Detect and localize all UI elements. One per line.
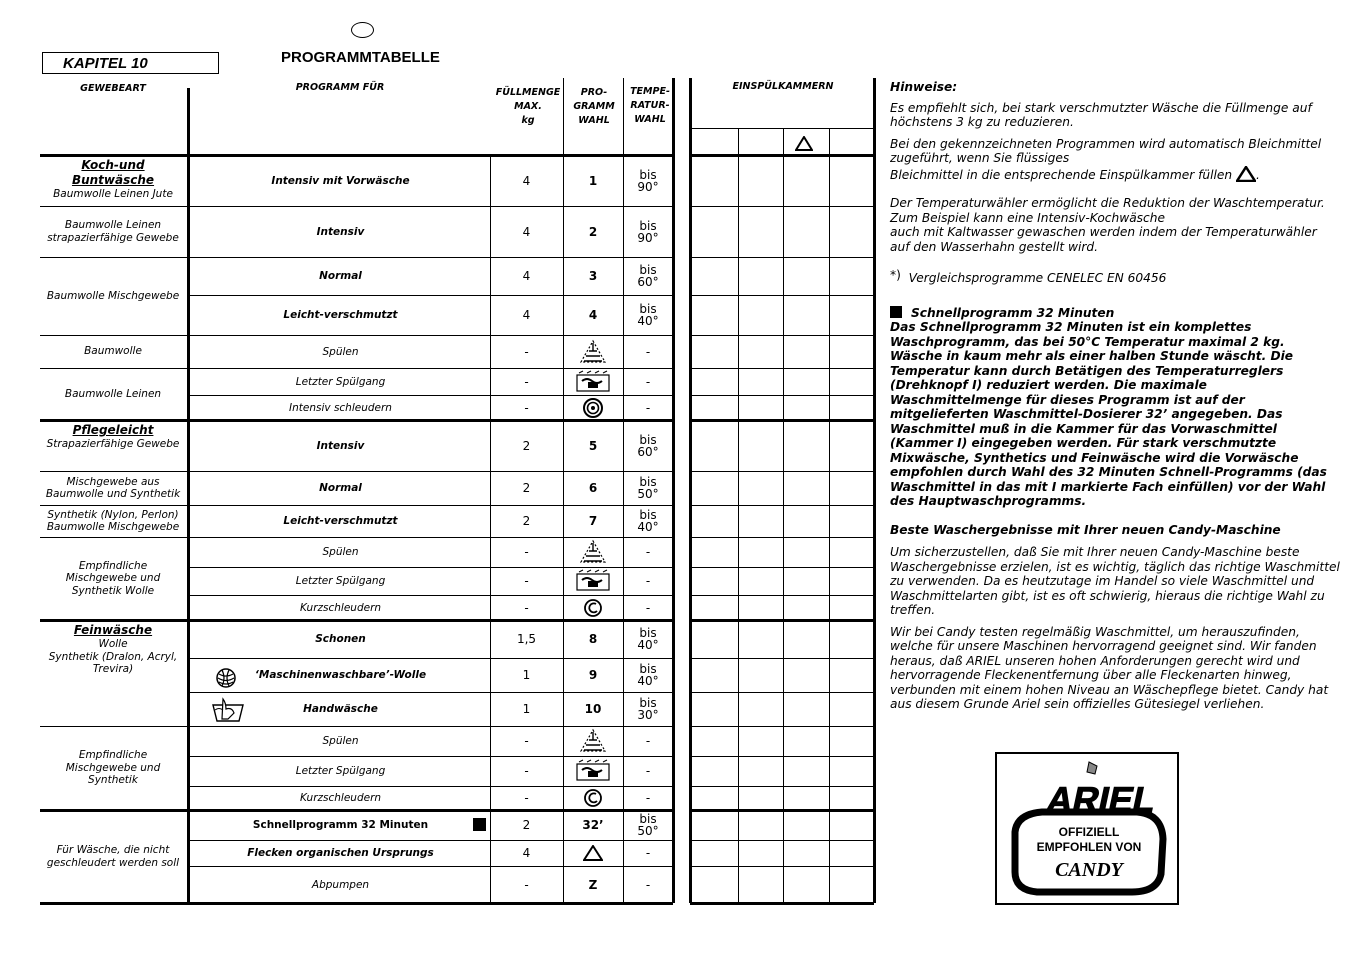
table-rule (690, 619, 874, 622)
chapter-label: KAPITEL 10 (42, 52, 219, 74)
program-name: Normal (319, 270, 362, 282)
fabric-group (40, 158, 186, 201)
temperature-value (623, 756, 673, 786)
last-rinse-icon (573, 370, 613, 394)
load-value: - (524, 877, 529, 892)
program-name: Leicht-verschmutzt (283, 515, 398, 527)
temperature-line: - (645, 877, 651, 892)
program-name: Leicht-verschmutzt (283, 309, 398, 321)
load-value: 1 (522, 668, 531, 682)
fabric-line: Mischgewebe und (65, 572, 161, 585)
temperature-value (623, 206, 673, 257)
temperature-line: 90° (637, 230, 659, 245)
program-number: 4 (588, 308, 598, 322)
temperature-value (623, 692, 673, 726)
temperature-value (623, 810, 673, 840)
fabric-line: Synthetik (88, 774, 138, 787)
program-number (563, 567, 623, 595)
program-number: 5 (588, 438, 598, 453)
temperature-value (623, 395, 673, 420)
table-rule (690, 419, 874, 422)
program-number (563, 368, 623, 395)
program-number (563, 395, 623, 420)
program-number (563, 726, 623, 756)
program-name: Spülen (322, 735, 359, 747)
fabric-line: Baumwolle Mischgewebe (46, 521, 180, 533)
program-name: Flecken organischen Ursprungs (247, 847, 434, 859)
program-number: 1 (588, 173, 598, 188)
svg-text:CANDY: CANDY (1055, 859, 1123, 881)
quick-text: Das Schnellprogramm 32 Minuten ist ein komplettes Waschprogramm, das bei 50°C Temperatur maximal 2 kg. Wäsche in kaum mehr als einer halben Stunde wäscht. Die Temperatur kann durch Betätigen des Temperaturreglers (Drehknopf I) reduziert werden. Die maximale Waschmittelmenge für dieses Programm ist auf der mitgelieferten Waschmittel-Dosierer 32’ angegeben. Das Waschmittel muß in die Kammer für das Vorwaschmittel (Kammer I) eingegeben werden. Für stark verschmutzte Mixwäsche, Synthetics und Feinwäsche wird die Vorwäsche empfohlen durch Wahl des 32 Minuten Schnell-Programms (das Waschmittel in das mit I markierte Fach einfüllen) vor der Wahl des Hauptwaschprogramms. (890, 320, 1327, 508)
program-name: Intensiv schleudern (289, 401, 392, 414)
fabric-line: Mischgewebe und (65, 761, 161, 774)
svg-text:OFFIZIELL: OFFIZIELL (1058, 825, 1120, 839)
temperature-line: 30° (637, 708, 659, 722)
program-name: Letzter Spülgang (295, 765, 386, 777)
load-value: 1 (522, 702, 531, 716)
temperature-line: 60° (637, 275, 659, 289)
table-rule (690, 840, 874, 841)
temperature-value (623, 726, 673, 756)
temperature-value (623, 595, 673, 620)
program-number: 3 (588, 269, 598, 283)
header-program: PROGRAMM FÜR (295, 82, 385, 93)
temperature-value (623, 567, 673, 595)
program-number (563, 786, 623, 810)
temperature-value (623, 257, 673, 295)
load-value: - (524, 734, 529, 748)
load-value: 4 (522, 308, 531, 322)
temperature-line: 40° (637, 314, 659, 328)
fabric-group (40, 560, 186, 598)
bleach-triangle-icon (1236, 166, 1256, 182)
table-rule (690, 505, 874, 506)
table-rule (40, 619, 188, 622)
table-rule (690, 154, 874, 157)
load-value: 2 (522, 818, 531, 832)
program-name: Kurzschleudern (299, 601, 382, 614)
table-rule (40, 335, 188, 336)
fabric-group (40, 476, 186, 501)
program-name: Intensiv mit Vorwäsche (271, 174, 410, 187)
program-number: 2 (588, 224, 598, 239)
table-rule (690, 567, 874, 568)
program-number: 7 (588, 514, 598, 528)
table-rule (690, 658, 874, 659)
temperature-line: - (645, 400, 651, 415)
temperature-line: bis (639, 475, 657, 489)
table-rule (40, 537, 188, 538)
table-rule (690, 726, 874, 727)
temperature-value (623, 505, 673, 537)
temperature-line: 50° (637, 824, 659, 838)
program-name: Schnellprogramm 32 Minuten (252, 819, 429, 831)
temperature-line: - (645, 344, 651, 359)
temperature-line: 40° (637, 674, 659, 688)
table-rule (690, 395, 874, 396)
table-rule (40, 154, 188, 157)
best-heading: Beste Waschergebnisse mit Ihrer neuen Candy-Maschine (890, 522, 1281, 537)
temperature-value (623, 335, 673, 368)
table-rule (40, 505, 188, 506)
program-number: 8 (588, 632, 598, 646)
header-temp: TEMPE- RATUR- WAHL (630, 86, 670, 125)
temperature-line: 60° (637, 444, 659, 459)
program-number (563, 537, 623, 567)
fabric-line: strapazierfähige Gewebe (47, 231, 179, 244)
header-prog: PRO- GRAMM WAHL (573, 87, 615, 126)
temperature-line: - (645, 374, 651, 389)
temperature-line: 90° (637, 179, 659, 194)
temperature-line: bis (639, 263, 657, 277)
table-rule (40, 471, 188, 472)
program-name: Handwäsche (303, 703, 378, 715)
fabric-line: Synthetik (Nylon, Perlon) (47, 508, 179, 521)
table-rule (873, 78, 876, 903)
temperature-value (623, 295, 673, 335)
table-rule (690, 902, 874, 905)
fabric-line: Trevira) (92, 663, 134, 675)
temperature-line: bis (639, 626, 657, 640)
page-marker-oval (351, 22, 374, 38)
notes (890, 80, 1340, 719)
load-value: 2 (522, 514, 531, 528)
fabric-group (40, 290, 186, 303)
spin-short-icon (583, 598, 603, 618)
table-rule (40, 726, 188, 727)
temperature-line: bis (639, 812, 657, 826)
temperature-line: - (645, 734, 651, 748)
fabric-line: Für Wäsche, die nicht (56, 844, 170, 856)
fabric-line: Baumwolle und Synthetik (45, 488, 181, 500)
load-value: - (524, 574, 529, 588)
fabric-group (40, 844, 186, 869)
svg-text:EMPFOHLEN VON: EMPFOHLEN VON (1036, 840, 1142, 854)
load-value: 2 (522, 481, 531, 495)
temperature-line: bis (639, 662, 657, 676)
fabric-group (40, 423, 186, 451)
table-rule (690, 537, 874, 538)
table-rule (690, 295, 874, 296)
fabric-line: Synthetik (Dralon, Acryl, (48, 650, 178, 663)
temperature-line: - (645, 574, 651, 588)
program-number: 9 (588, 668, 598, 682)
ariel-candy-logo (995, 752, 1179, 905)
table-rule (690, 692, 874, 693)
temperature-value (623, 840, 673, 866)
header-fabric: GEWEBEART (80, 83, 146, 94)
page-title: PROGRAMMTABELLE (281, 49, 440, 66)
program-name: Schonen (315, 633, 366, 645)
program-name: Spülen (322, 345, 359, 358)
spin-short-icon (583, 788, 603, 808)
temperature-line: - (645, 764, 651, 778)
program-number (563, 840, 623, 866)
note-bleach: Bei den gekennzeichneten Programmen wird automatisch Bleichmittel zugeführt, wenn Sie flüssiges Bleichmittel in die entsprechende Einspülkammer füllen . (890, 136, 1322, 182)
fabric-group-heading: Feinwäsche (73, 623, 153, 637)
program-number: 6 (588, 481, 598, 495)
fabric-line: geschleudert werden soll (46, 856, 180, 869)
fabric-line: Empfindliche (78, 749, 148, 762)
temperature-value (623, 420, 673, 471)
program-name: Normal (319, 482, 362, 494)
temperature-value (623, 620, 673, 658)
hand-wash-icon (211, 697, 245, 723)
table-rule (690, 368, 874, 369)
fabric-group (40, 623, 186, 676)
note-cenelec: *) Vergleichsprogramme CENELEC EN 60456 (890, 268, 1167, 285)
table-rule (187, 88, 190, 903)
program-name: Letzter Spülgang (295, 575, 386, 587)
temperature-line: bis (639, 508, 657, 522)
temperature-value (623, 368, 673, 395)
temperature-line: 40° (637, 520, 659, 534)
table-rule (40, 206, 188, 207)
program-number (563, 595, 623, 620)
fabric-line: Baumwolle Leinen (64, 387, 162, 400)
fabric-group-heading: Pflegeleicht (72, 423, 154, 437)
best-text-1: Um sicherzustellen, daß Sie mit Ihrer neuen Candy-Maschine beste Waschergebnisse erzielen, ist es wichtig, täglich das richtige Waschmittel zu verwenden. Da es heutzutage im Handel so viele Waschmittel und Waschmittelarten gibt, ist es oft schwierig, hieraus die richtige Wahl zu treffen. (890, 545, 1340, 617)
last-rinse-icon (573, 569, 613, 593)
quick-program-square-icon (890, 306, 902, 318)
note-load: Es empfiehlt sich, bei stark verschmutzter Wäsche die Füllmenge auf höchstens 3 kg zu reduzieren. (890, 100, 1312, 129)
table-rule (690, 866, 874, 867)
rinse-icon (578, 339, 608, 365)
temperature-value (623, 155, 673, 206)
rinse-icon (578, 539, 608, 565)
load-value: - (524, 344, 529, 359)
fabric-group (40, 219, 186, 244)
program-name: Spülen (322, 546, 359, 558)
temperature-line: bis (639, 696, 657, 710)
load-value: 4 (522, 173, 531, 188)
table-rule (40, 368, 188, 369)
program-number (563, 756, 623, 786)
temperature-line: 50° (637, 487, 659, 501)
load-value: - (524, 791, 529, 805)
header-load: FÜLLMENGE MAX. kg (495, 87, 561, 126)
temperature-line: bis (639, 167, 657, 182)
table-rule (690, 595, 874, 596)
table-rule (40, 809, 188, 812)
fabric-group (40, 509, 186, 534)
program-name: Intensiv (316, 225, 365, 238)
fabric-line: Baumwolle Mischgewebe (46, 289, 180, 302)
temperature-line: bis (639, 302, 657, 316)
spin-intensive-icon (582, 397, 604, 419)
load-value: - (524, 600, 529, 615)
fabric-line: Strapazierfähige Gewebe (46, 438, 180, 450)
program-number (563, 335, 623, 368)
table-rule (690, 809, 874, 812)
table-rule (689, 78, 692, 903)
fabric-group (40, 749, 186, 787)
fabric-line: Empfindliche (78, 559, 148, 572)
temperature-line: bis (639, 218, 657, 233)
rinse-icon (578, 728, 608, 754)
temperature-line: bis (639, 432, 657, 447)
table-rule (690, 335, 874, 336)
program-number: 32’ (582, 818, 604, 832)
last-rinse-icon (573, 759, 613, 783)
wool-icon (214, 666, 238, 690)
temperature-line: 40° (637, 638, 659, 652)
program-number: 10 (584, 702, 602, 716)
fabric-group-heading: Koch-und Buntwäsche (71, 158, 155, 187)
temperature-value (623, 866, 673, 903)
program-name: Intensiv (316, 439, 365, 452)
table-rule (40, 419, 188, 422)
fabric-line: Wolle (98, 638, 128, 650)
fabric-line: Synthetik Wolle (71, 584, 155, 597)
note-temperature: Der Temperaturwähler ermöglicht die Reduktion der Waschtemperatur. Zum Beispiel kann eine Intensiv-Kochwäsche auch mit Kaltwasser gewaschen werden indem der Temperaturwähler auf den Wasserhahn gestellt wird. (890, 196, 1325, 254)
temperature-value (623, 658, 673, 692)
quick-program-square-icon (473, 818, 487, 832)
svg-text:ARIEL: ARIEL (1042, 779, 1160, 820)
fabric-line: Baumwolle Leinen Jute (53, 188, 173, 200)
fabric-group (40, 345, 186, 358)
load-value: 4 (522, 269, 531, 283)
dispenser-triangle-icon (795, 136, 813, 151)
table-rule (690, 756, 874, 757)
notes-heading: Hinweise: (890, 80, 958, 94)
load-value: 4 (522, 846, 531, 860)
temperature-value (623, 471, 673, 505)
fabric-line: Baumwolle Leinen (64, 219, 162, 231)
fabric-line: Mischgewebe aus (66, 475, 160, 488)
program-name: Abpumpen (311, 878, 370, 891)
load-value: - (524, 400, 529, 415)
program-number: Z (588, 877, 598, 892)
load-value: 4 (522, 224, 531, 239)
temperature-line: - (645, 600, 651, 615)
bleach-triangle-icon (583, 845, 603, 861)
fabric-line: Baumwolle (84, 345, 142, 358)
load-value: 1,5 (516, 632, 537, 646)
table-rule (690, 257, 874, 258)
fabric-group (40, 388, 186, 401)
temperature-line: - (645, 846, 651, 860)
best-text-2: Wir bei Candy testen regelmäßig Waschmittel, um herauszufinden, welche für unsere Maschinen hervorragend geeignet sind. Wir fanden heraus, daß ARIEL unseren hohen Anforderungen gerecht wird und hervorragende Fleckenentfernung über alle Fleckenarten hinweg, verbunden mit einem hohen Niveau an Wäschepflege bietet. Candy hat aus diesem Grunde Ariel sein offizielles Gütesiegel verliehen. (890, 624, 1329, 711)
temperature-line: - (645, 545, 651, 559)
temperature-value (623, 786, 673, 810)
temperature-line: - (645, 791, 651, 805)
load-value: - (524, 374, 529, 389)
quick-heading: Schnellprogramm 32 Minuten (890, 306, 1340, 321)
temperature-value (623, 537, 673, 567)
table-rule (40, 257, 188, 258)
load-value: 2 (522, 438, 531, 453)
load-value: - (524, 545, 529, 559)
program-name: ‘Maschinenwaschbare’-Wolle (254, 669, 427, 681)
program-name: Kurzschleudern (299, 792, 382, 804)
table-rule (690, 206, 874, 207)
load-value: - (524, 764, 529, 778)
program-name: Letzter Spülgang (295, 375, 386, 388)
table-rule (690, 471, 874, 472)
table-rule (690, 786, 874, 787)
header-dispenser: EINSPÜLKAMMERN (732, 81, 834, 92)
table-rule (690, 128, 874, 129)
